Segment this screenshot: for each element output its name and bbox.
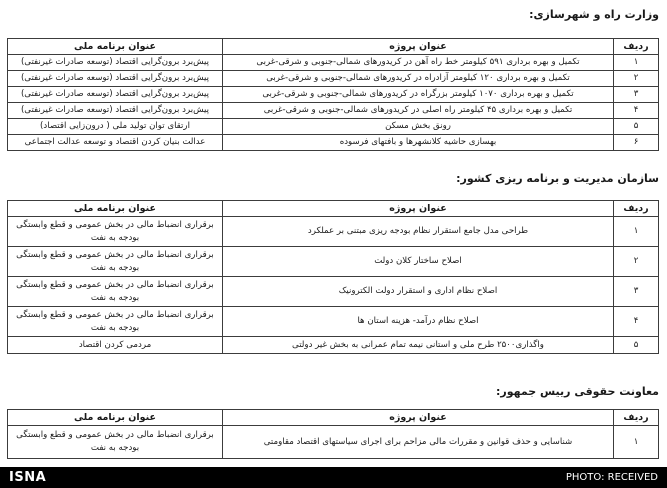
column-header-row-number: ردیف	[614, 410, 659, 426]
column-header-row-number: ردیف	[614, 39, 659, 55]
section-title-legal-deputy: معاونت حقوقی رییس جمهور:	[495, 385, 659, 398]
row-number-cell: ۱	[614, 55, 659, 71]
table-row	[8, 87, 659, 103]
projects-table-legal-deputy	[7, 409, 659, 459]
column-header-national-program: عنوان برنامه ملی	[8, 39, 223, 55]
program-cell: پیش‌برد برون‌گرایی اقتصاد (توسعه صادرات غیرنفتی)	[8, 71, 223, 87]
row-number-cell: ۵	[614, 119, 659, 135]
project-cell: اصلاح ساختار کلان دولت	[223, 247, 614, 277]
row-number-cell: ۲	[614, 247, 659, 277]
column-header-project-title: عنوان پروژه	[223, 39, 614, 55]
row-number-cell: ۳	[614, 87, 659, 103]
program-cell: پیش‌برد برون‌گرایی اقتصاد (توسعه صادرات غیرنفتی)	[8, 87, 223, 103]
project-cell: تکمیل و بهره برداری ۵۹۱ کیلومتر خط راه آهن در کریدورهای شمالی-جنوبی و شرقی-غربی	[223, 55, 614, 71]
row-number-cell: ۲	[614, 71, 659, 87]
projects-table-planning-organization	[7, 200, 659, 354]
project-cell: تکمیل و بهره برداری ۴۵ کیلومتر راه اصلی در کریدورهای شمالی-جنوبی و شرقی-غربی	[223, 103, 614, 119]
column-header-national-program: عنوان برنامه ملی	[8, 410, 223, 426]
program-cell: برقراری انضباط مالی در بخش عمومی و قطع وابستگی بودجه به نفت	[8, 277, 223, 307]
project-cell: اصلاح نظام درآمد- هزینه استان ها	[223, 307, 614, 337]
project-cell: بهسازی حاشیه کلانشهرها و بافتهای فرسوده	[223, 135, 614, 151]
program-cell: مردمی کردن اقتصاد	[8, 337, 223, 354]
row-number-cell: ۴	[614, 103, 659, 119]
project-cell: تکمیل و بهره برداری ۱۰۷۰ کیلومتر بزرگراه در کریدورهای شمالی-جنوبی و شرقی-غربی	[223, 87, 614, 103]
program-cell: برقراری انضباط مالی در بخش عمومی و قطع وابستگی بودجه به نفت	[8, 217, 223, 247]
table-row	[8, 247, 659, 277]
project-cell: تکمیل و بهره برداری ۱۲۰ کیلومتر آزادراه در کریدورهای شمالی-جنوبی و شرقی-غربی	[223, 71, 614, 87]
row-number-cell: ۶	[614, 135, 659, 151]
table-row	[8, 426, 659, 459]
project-cell: واگذاری۲۵۰۰ طرح ملی و استانی نیمه تمام عمرانی به بخش غیر دولتی	[223, 337, 614, 354]
table-row	[8, 71, 659, 87]
project-cell: رونق بخش مسکن	[223, 119, 614, 135]
column-header-national-program: عنوان برنامه ملی	[8, 201, 223, 217]
program-cell: ارتقای توان تولید ملی ( درون‌زایی اقتصاد)	[8, 119, 223, 135]
row-number-cell: ۳	[614, 277, 659, 307]
row-number-cell: ۱	[614, 426, 659, 459]
program-cell: برقراری انضباط مالی در بخش عمومی و قطع وابستگی بودجه به نفت	[8, 247, 223, 277]
project-cell: شناسایی و حذف قوانین و مقررات مالی مزاحم برای اجرای سیاستهای اقتصاد مقاومتی	[223, 426, 614, 459]
table-row	[8, 103, 659, 119]
table-row	[8, 307, 659, 337]
table-header-row	[8, 39, 659, 55]
row-number-cell: ۱	[614, 217, 659, 247]
program-cell: پیش‌برد برون‌گرایی اقتصاد (توسعه صادرات غیرنفتی)	[8, 55, 223, 71]
table-row	[8, 119, 659, 135]
projects-table-roads-ministry	[7, 38, 659, 151]
project-cell: اصلاح نظام اداری و استقرار دولت الکترونیک	[223, 277, 614, 307]
column-header-project-title: عنوان پروژه	[223, 201, 614, 217]
program-cell: برقراری انضباط مالی در بخش عمومی و قطع وابستگی بودجه به نفت	[8, 426, 223, 459]
footer-credit-bar	[0, 467, 667, 488]
section-title-planning-organization: سازمان مدیریت و برنامه ریزی کشور:	[456, 172, 659, 185]
row-number-cell: ۵	[614, 337, 659, 354]
isna-logo: ISNA	[9, 470, 47, 485]
column-header-row-number: ردیف	[614, 201, 659, 217]
program-cell: پیش‌برد برون‌گرایی اقتصاد (توسعه صادرات غیرنفتی)	[8, 103, 223, 119]
table-row	[8, 55, 659, 71]
program-cell: برقراری انضباط مالی در بخش عمومی و قطع وابستگی بودجه به نفت	[8, 307, 223, 337]
section-title-roads-ministry: وزارت راه و شهرسازی:	[529, 8, 659, 21]
row-number-cell: ۴	[614, 307, 659, 337]
column-header-project-title: عنوان پروژه	[223, 410, 614, 426]
table-row	[8, 277, 659, 307]
table-header-row	[8, 410, 659, 426]
table-row	[8, 337, 659, 354]
table-row	[8, 135, 659, 151]
table-row	[8, 217, 659, 247]
project-cell: طراحی مدل جامع استقرار نظام بودجه ریزی مبتنی بر عملکرد	[223, 217, 614, 247]
program-cell: عدالت بنیان کردن اقتصاد و توسعه عدالت اجتماعی	[8, 135, 223, 151]
document-content	[0, 8, 667, 459]
table-header-row	[8, 201, 659, 217]
photo-credit-label: PHOTO: RECEIVED	[565, 472, 658, 483]
